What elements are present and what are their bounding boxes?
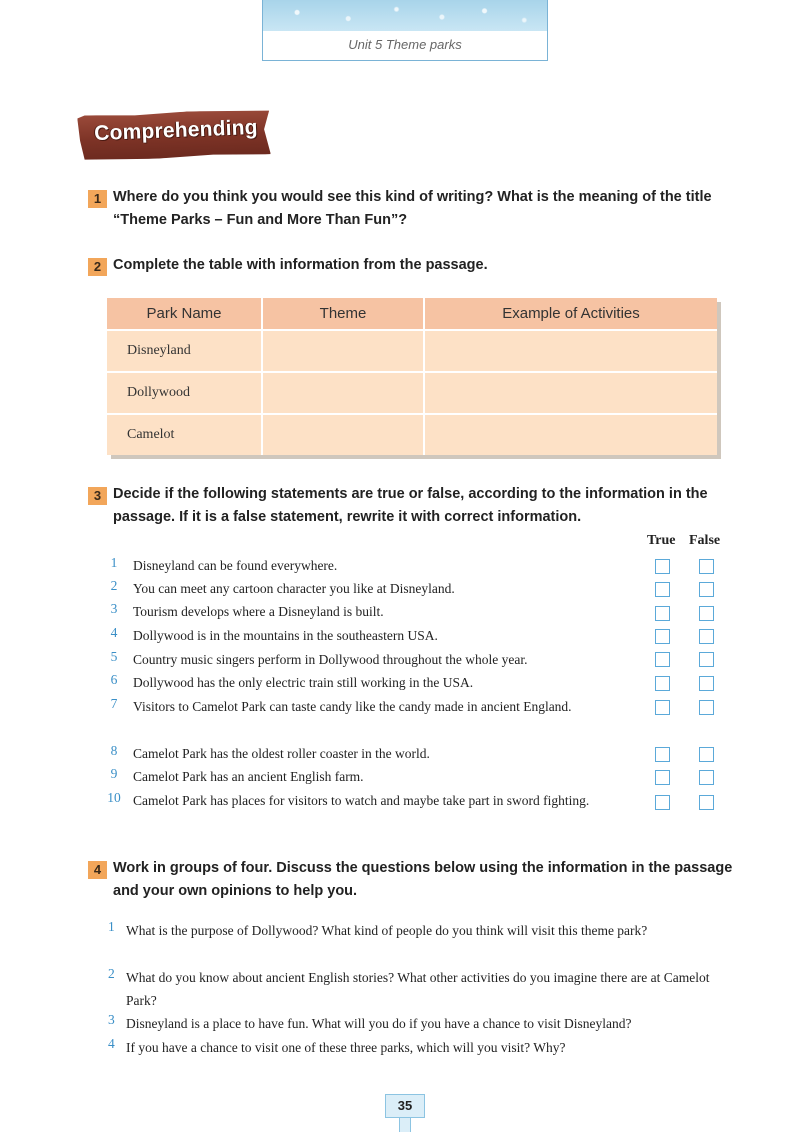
theme-cell[interactable] [262,414,424,455]
statement-text: Visitors to Camelot Park can taste candy like the candy made in ancient England. [133,699,572,714]
true-checkbox[interactable] [655,582,670,597]
statement-text: Disneyland can be found everywhere. [133,558,338,573]
question-text: What is the purpose of Dollywood? What kind of people do you think will visit this theme park? [126,923,648,938]
task-4-number: 4 [88,861,107,879]
task-3-number: 3 [88,487,107,505]
task-1-text: Where do you think you would see this kind of writing? What is the meaning of the title “Theme Parks – Fun and More Than Fun”? [113,189,712,228]
statement-number: 8 [110,743,118,758]
task-1-number: 1 [88,190,107,208]
false-checkbox[interactable] [699,770,714,785]
statement-text: You can meet any cartoon character you like at Disneyland. [133,581,455,596]
activities-cell[interactable] [424,372,717,414]
activities-cell[interactable] [424,330,717,372]
park-name-cell: Disneyland [107,330,262,372]
theme-cell[interactable] [262,330,424,372]
task-4-text: Work in groups of four. Discuss the questions below using the information in the passage and your own opinions to help you. [113,860,733,899]
statement-number: 7 [110,696,118,711]
statement-number: 3 [110,601,118,616]
true-checkbox[interactable] [655,795,670,810]
true-checkbox[interactable] [655,559,670,574]
header-decoration [263,0,547,31]
theme-cell[interactable] [262,372,424,414]
true-checkbox[interactable] [655,606,670,621]
question-number: 1 [108,919,115,934]
statement-text: Camelot Park has places for visitors to watch and maybe take part in sword fighting. [133,793,590,808]
statement-text: Camelot Park has an ancient English farm. [133,769,364,784]
col-header-park-name: Park Name [107,298,262,330]
activities-cell[interactable] [424,414,717,455]
statement-text: Camelot Park has the oldest roller coaster in the world. [133,746,430,761]
page-number: 35 [385,1094,425,1118]
true-checkbox[interactable] [655,652,670,667]
task-2-text: Complete the table with information from the passage. [113,257,488,273]
table-header-row [107,298,717,330]
false-checkbox[interactable] [699,700,714,715]
false-checkbox[interactable] [699,747,714,762]
page-number-tab [399,1118,411,1132]
statement-text: Dollywood is in the mountains in the southeastern USA. [133,628,438,643]
park-info-table [107,298,717,455]
false-checkbox[interactable] [699,606,714,621]
false-checkbox[interactable] [699,559,714,574]
question-text: Disneyland is a place to have fun. What will you do if you have a chance to visit Disneyland? [126,1016,632,1031]
statement-number: 2 [110,578,118,593]
true-checkbox[interactable] [655,770,670,785]
true-checkbox[interactable] [655,700,670,715]
table-row [107,372,717,414]
true-checkbox[interactable] [655,629,670,644]
true-column-label: True [647,533,676,548]
statement-text: Dollywood has the only electric train still working in the USA. [133,675,474,690]
true-checkbox[interactable] [655,747,670,762]
question-text: If you have a chance to visit one of these three parks, which will you visit? Why? [126,1040,566,1055]
question-text: What do you know about ancient English stories? What other activities do you imagine there are at Camelot Park? [126,970,710,1008]
false-checkbox[interactable] [699,676,714,691]
false-checkbox[interactable] [699,629,714,644]
statement-number: 4 [110,625,118,640]
false-checkbox[interactable] [699,795,714,810]
question-number: 3 [108,1012,115,1027]
false-column-label: False [689,533,721,548]
section-title: Comprehending [93,115,259,146]
col-header-theme: Theme [262,298,424,330]
park-name-cell: Camelot [107,414,262,455]
table-row [107,330,717,372]
question-number: 4 [108,1036,115,1051]
task-3-text: Decide if the following statements are true or false, according to the information in the passage. If it is a false statement, rewrite it with correct information. [113,486,708,525]
unit-title: Unit 5 Theme parks [348,37,462,52]
task-2-number: 2 [88,258,107,276]
table-row [107,414,717,455]
false-checkbox[interactable] [699,652,714,667]
question-number: 2 [108,966,115,981]
statement-text: Tourism develops where a Disneyland is built. [133,604,384,619]
statement-number: 9 [110,766,118,781]
true-checkbox[interactable] [655,676,670,691]
header-tab [262,0,548,61]
statement-number: 5 [110,649,118,664]
false-checkbox[interactable] [699,582,714,597]
col-header-activities: Example of Activities [424,298,717,330]
park-name-cell: Dollywood [107,372,262,414]
statement-number: 1 [110,555,118,570]
statement-number: 6 [110,672,118,687]
statement-text: Country music singers perform in Dollywood throughout the whole year. [133,652,528,667]
statement-number: 10 [107,790,121,805]
